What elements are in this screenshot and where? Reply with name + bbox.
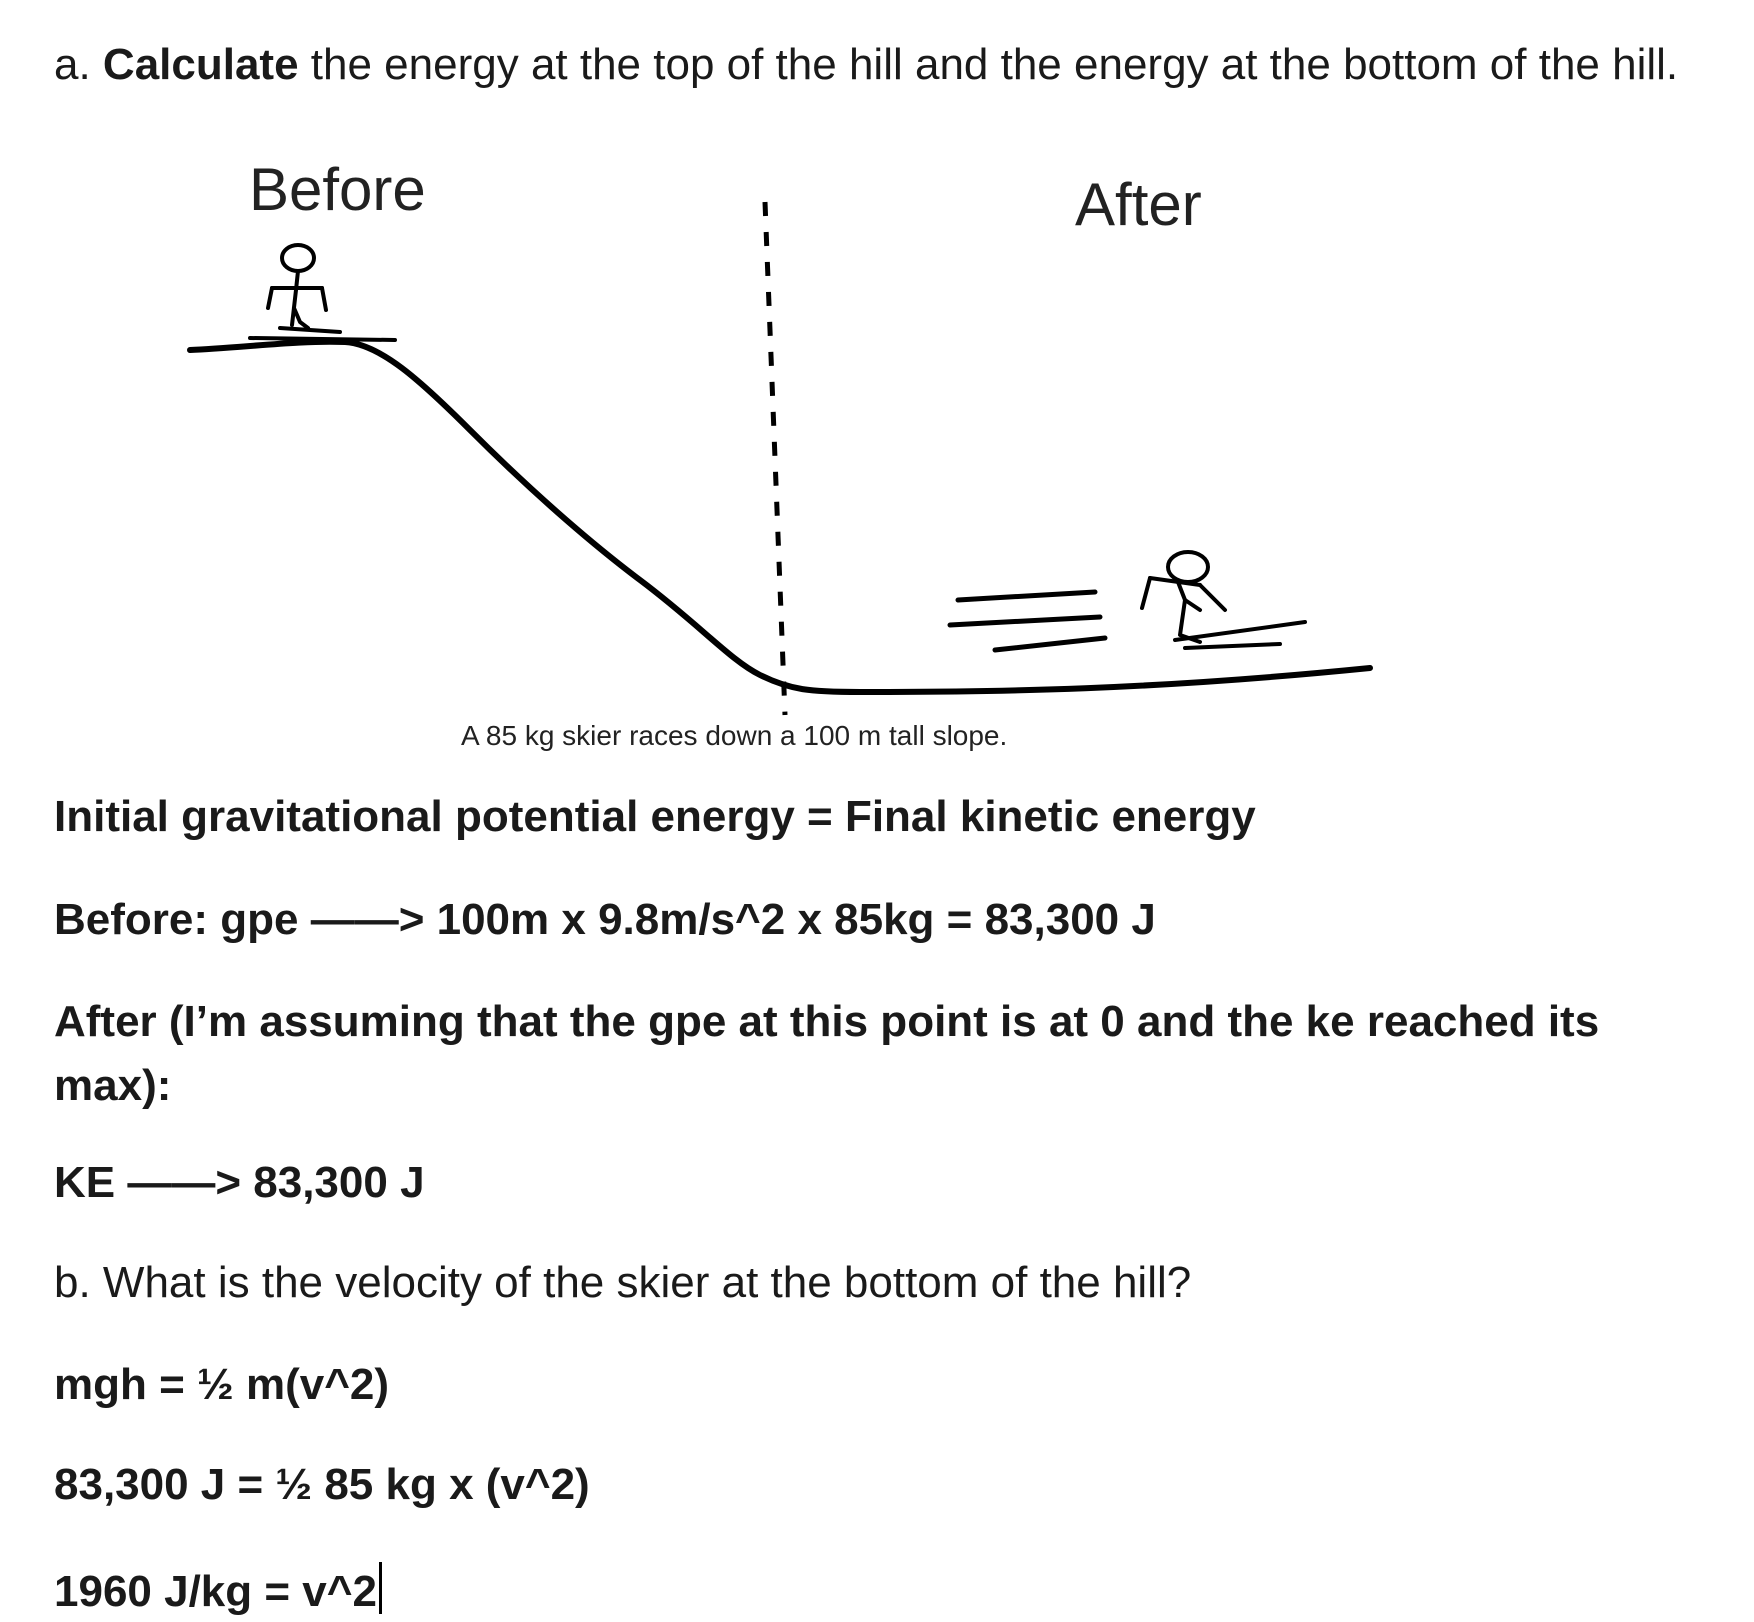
after-label: After bbox=[1075, 171, 1202, 238]
skier-before-icon bbox=[250, 245, 395, 340]
ke-line: KE ——> 83,300 J bbox=[54, 1158, 425, 1207]
question-a-emphasis: Calculate bbox=[102, 40, 299, 89]
question-a-prefix: a. bbox=[54, 40, 103, 89]
question-a-rest: the energy at the top of the hill and the energy at the bottom of the hill. bbox=[298, 40, 1679, 89]
equation-v-squared[interactable] bbox=[54, 1562, 382, 1617]
hill-drawing bbox=[0, 130, 1754, 770]
speed-lines-icon bbox=[950, 592, 1105, 650]
question-a bbox=[54, 40, 1678, 90]
equation-mgh: mgh = ½ m(v^2) bbox=[54, 1360, 390, 1409]
equation-v-squared-text: 1960 J/kg = v^2 bbox=[54, 1567, 377, 1616]
before-label: Before bbox=[249, 156, 426, 223]
figure-caption: A 85 kg skier races down a 100 m tall slope. bbox=[461, 720, 1008, 751]
divider-dashed-line bbox=[765, 202, 785, 715]
text-cursor bbox=[379, 1562, 382, 1614]
after-assumption-line: After (I’m assuming that the gpe at this point is at 0 and the ke reached its max): bbox=[54, 997, 1600, 1110]
ski-hill-figure bbox=[0, 130, 1754, 770]
principle-line: Initial gravitational potential energy = Final kinetic energy bbox=[54, 792, 1256, 841]
skier-after-icon bbox=[1142, 552, 1305, 648]
question-b: b. What is the velocity of the skier at the bottom of the hill? bbox=[54, 1258, 1192, 1307]
equation-substituted: 83,300 J = ½ 85 kg x (v^2) bbox=[54, 1460, 590, 1509]
before-gpe-line: Before: gpe ——> 100m x 9.8m/s^2 x 85kg = 83,300 J bbox=[54, 895, 1156, 944]
